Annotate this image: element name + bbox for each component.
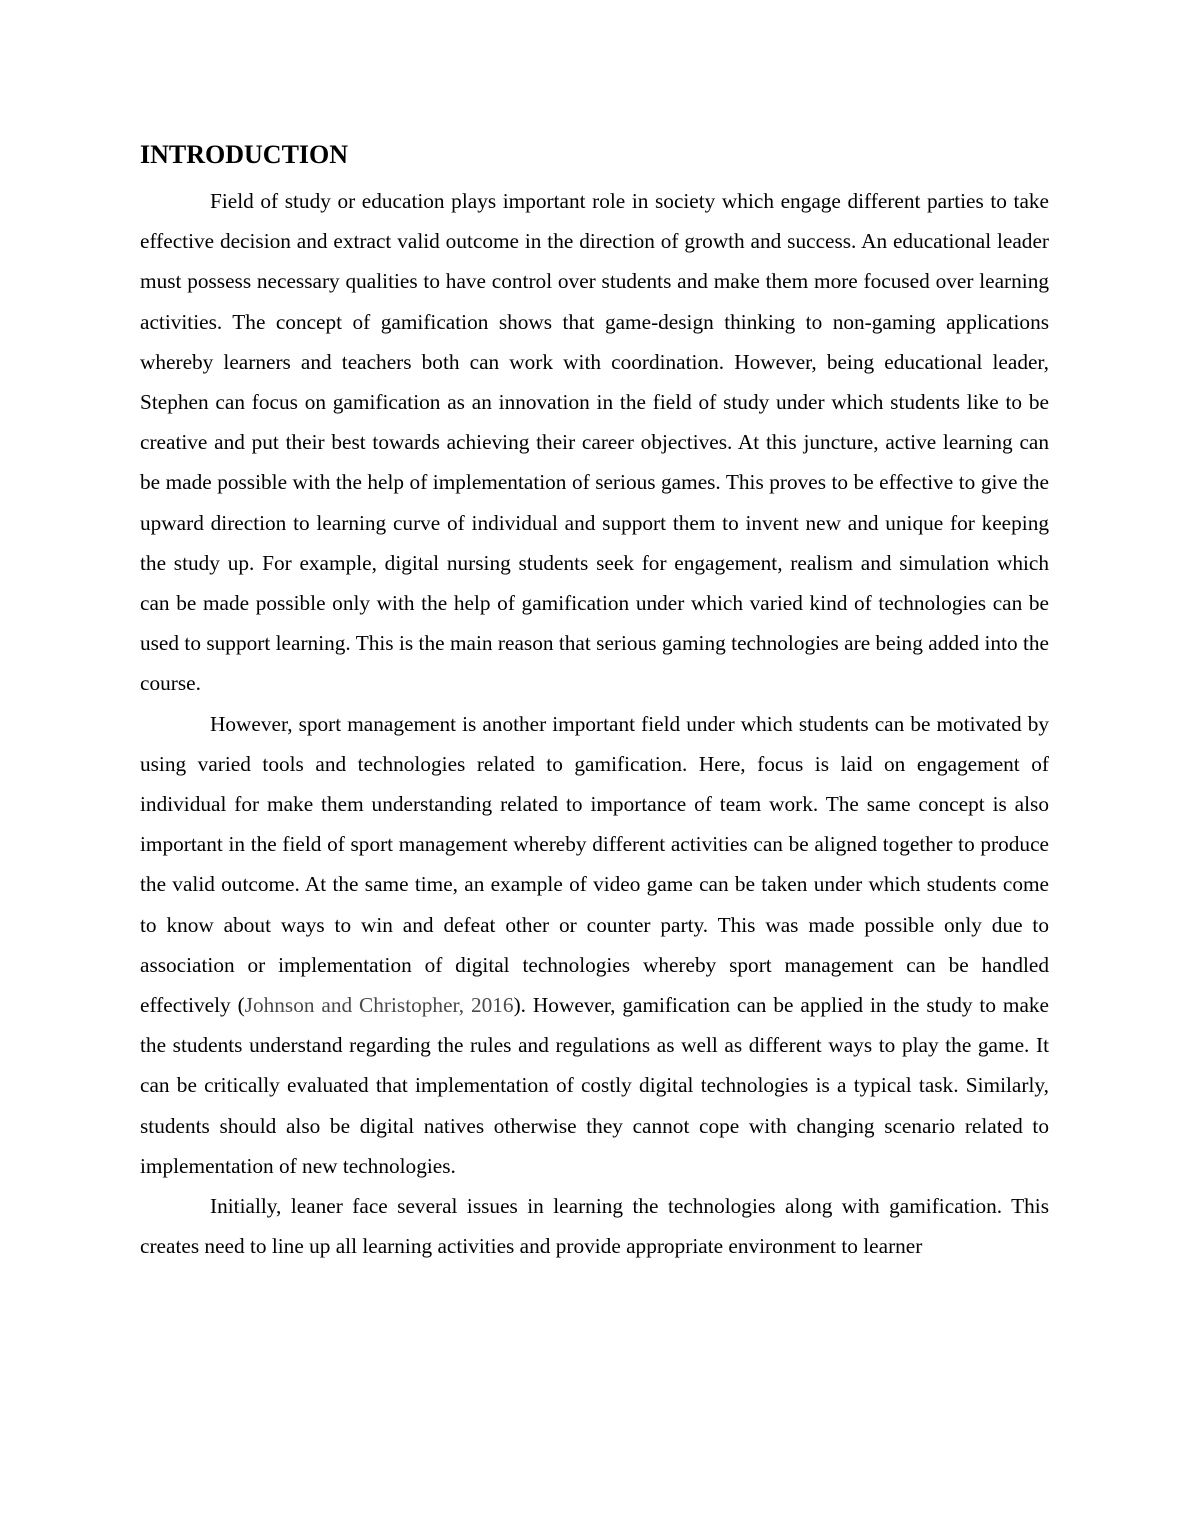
paragraph-2 [140, 704, 1049, 1186]
paragraph-2-text-after-citation: ). However, gamification can be applied in the study to make the students understand regarding the rules and regulations as well as different ways to play the game. It can be critically evaluated that implementation of costly digital technologies is a typical task. Similarly, students should also be digital natives otherwise they cannot cope with changing scenario related to implementation of new technologies. [140, 993, 1049, 1178]
citation-reference: Johnson and Christopher, 2016 [244, 993, 514, 1018]
section-heading: INTRODUCTION [140, 140, 349, 169]
paragraph-2-text-before-citation: However, sport management is another important field under which students can be motivated by using varied tools and technologies related to gamification. Here, focus is laid on engagement of individual for make them understanding related to importance of team work. The same concept is also important in the field of sport management whereby different activities can be aligned together to produce the valid outcome. At the same time, an example of video game can be taken under which students come to know about ways to win and defeat other or counter party. This was made possible only due to association or implementation of digital technologies whereby sport management can be handled effectively ( [140, 711, 1049, 1018]
document-body [140, 138, 1049, 1266]
paragraph-1: Field of study or education plays important role in society which engage different parties to take effective decision and extract valid outcome in the direction of growth and success. An educational leader must possess necessary qualities to have control over students and make them more focused over learning activities. The concept of gamification shows that game-design thinking to non-gaming applications whereby learners and teachers both can work with coordination. However, being educational leader, Stephen can focus on gamification as an innovation in the field of study under which students like to be creative and put their best towards achieving their career objectives. At this juncture, active learning can be made possible with the help of implementation of serious games. This proves to be effective to give the upward direction to learning curve of individual and support them to invent new and unique for keeping the study up. For example, digital nursing students seek for engagement, realism and simulation which can be made possible only with the help of gamification under which varied kind of technologies can be used to support learning. This is the main reason that serious gaming technologies are being added into the course. [140, 189, 1049, 696]
paragraph-3: Initially, leaner face several issues in learning the technologies along with gamification. This creates need to line up all learning activities and provide appropriate environment to learner [140, 1194, 1049, 1259]
